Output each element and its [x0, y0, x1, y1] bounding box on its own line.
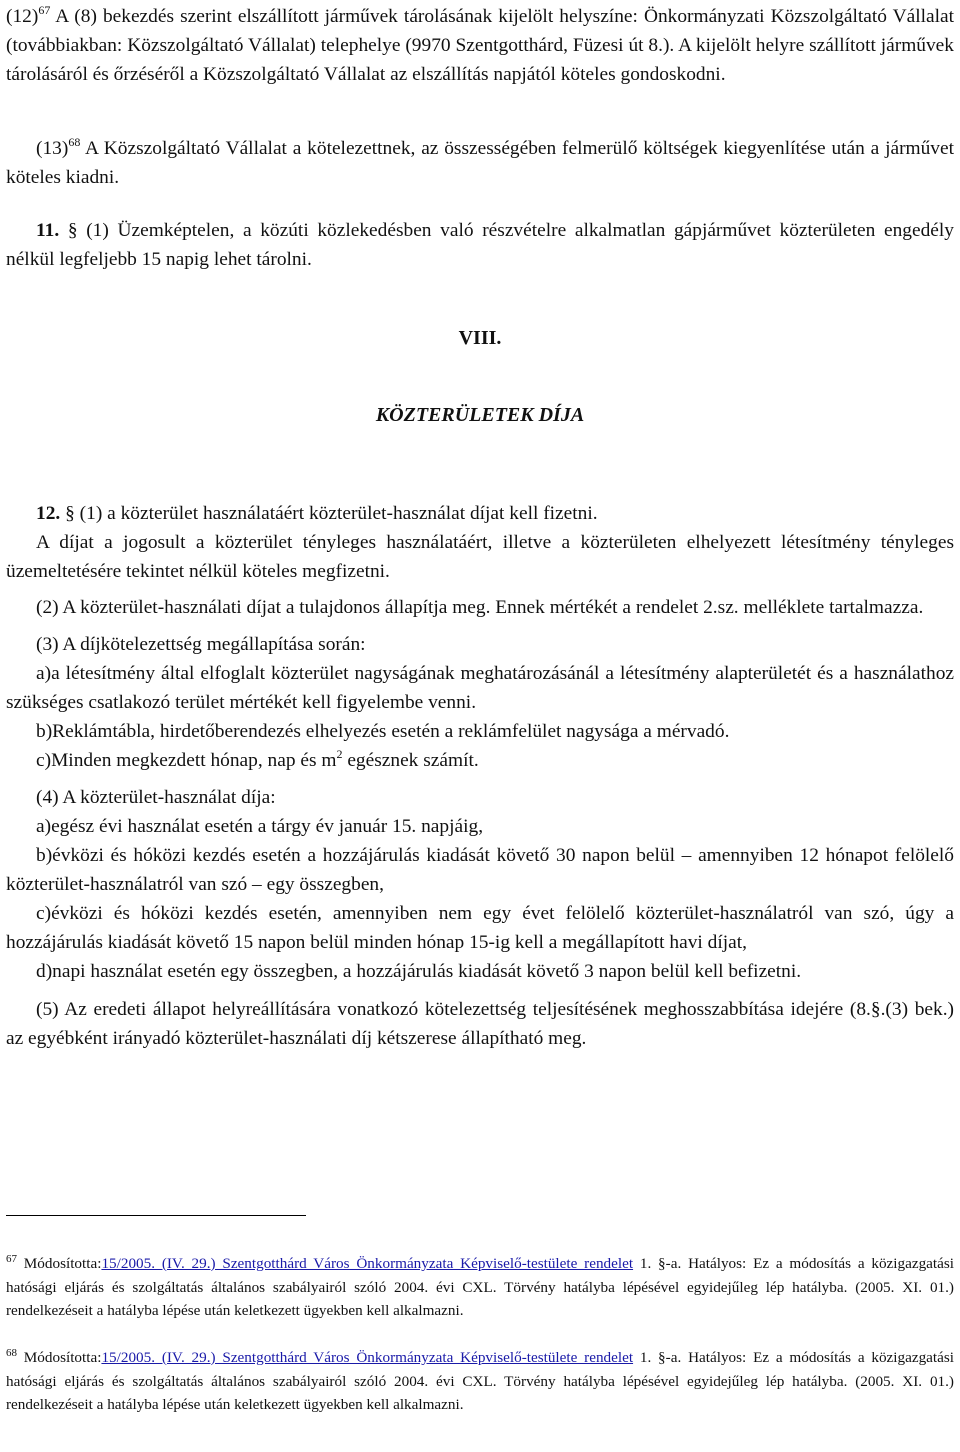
footnote-ref-68[interactable]: 68 — [68, 134, 81, 149]
footnote-prefix: Módosította: — [17, 1349, 102, 1366]
section-12-para-1 — [6, 499, 954, 528]
footnote-67 — [6, 1252, 954, 1323]
section-11 — [6, 216, 954, 274]
footnote-prefix: Módosította: — [17, 1255, 102, 1272]
paragraph-text: A (8) bekezdés szerint elszállított járművek tárolásának kijelölt helyszíne: Önkormányzati Közszolgáltató Vállalat (továbbiakban: Közszolgáltató Vállalat) telephelye (9970 Szentgotthárd, Füzesi út 8.). A kijelölt helyre szállított járművek tárolásáról és őrzéséről a Közszolgáltató Vállalat az elszállítás napjától köteles gondoskodni. — [6, 6, 954, 85]
footnote-suffix: 1. §-a. — [633, 1255, 682, 1272]
section-12-para-3-c — [6, 746, 954, 775]
section-12-para-1b: A díjat a jogosult a közterület tényleges használatáért, illetve a közterületen elhelyezett létesítmény tényleges üzemeltetésére tekintet nélkül köteles megfizetni. — [6, 532, 954, 582]
section-12-para-4-b: b)évközi és hóközi kezdés esetén a hozzájárulás kiadását követő 30 napon belül – amennyiben 12 hónapot felölelő közterület-használatról van szó – egy összegben, — [6, 845, 954, 895]
paragraph-12 — [6, 2, 954, 89]
section-number: 11. — [36, 220, 60, 241]
section-text: (1) Üzemképtelen, a közúti közlekedésben való részvételre alkalmatlan gápjárművet közterületen engedély nélkül legfeljebb 15 napig lehet tárolni. — [6, 220, 954, 270]
section-12-para-3-a: a)a létesítmény által elfoglalt közterület nagyságának meghatározásánál a létesítmény alapterületét és a használathoz szükséges csatlakozó terület mértékét kell figyelembe venni. — [6, 663, 954, 713]
section-12-para-4-c: c)évközi és hóközi kezdés esetén, amennyiben nem egy évet felölelő közterület-használatról van szó, úgy a hozzájárulás kiadását követő 15 napon belül minden hónap 15-ig kell a megállapított havi díjat, — [6, 903, 954, 953]
section-12-para-5: (5) Az eredeti állapot helyreállítására vonatkozó kötelezettség teljesítésének meghosszabbítása idejére (8.§.(3) bek.) az egyébként irányadó közterület-használati díj kétszerese állapítható meg. — [6, 999, 954, 1049]
footnote-number: 68 — [6, 1346, 17, 1359]
superscript: 2 — [336, 746, 343, 761]
section-number: 12. — [36, 503, 61, 524]
footnote-link[interactable]: 15/2005. (IV. 29.) Szentgotthárd Város Önkormányzata Képviselő-testülete rendelet — [101, 1349, 634, 1366]
footnote-note: Hatályos: Ez a módosítás a közigazgatási hatósági eljárás és szolgáltatás általános szabályairól szóló 2004. évi CXL. Törvény hatályba lépésével egyidejűleg lép hatályba. (2005. XI. 01.) rendelkezéseit a hatályba lépése után keletkezett ügyekben kell alkalmazni. — [6, 1255, 955, 1320]
footnote-suffix: 1. §-a. — [633, 1349, 682, 1366]
footnote-ref-67[interactable]: 67 — [38, 2, 51, 17]
paragraph-text: A Közszolgáltató Vállalat a kötelezettnek, az összességében felmerülő költségek kiegyenlítése után a járművet köteles kiadni. — [6, 138, 954, 188]
section-sign: § — [67, 220, 78, 241]
section-12-line-1: (1) a közterület használatáért közterület-használat díjat kell fizetni. — [74, 503, 598, 524]
section-12-para-4-head: (4) A közterület-használat díja: — [36, 787, 276, 808]
paragraph-number: (12) — [6, 6, 39, 27]
section-sign: § — [65, 503, 75, 524]
footnote-68 — [6, 1346, 954, 1417]
paragraph-number: (13) — [36, 138, 69, 159]
section-12 — [6, 499, 954, 1053]
text: c)Minden megkezdett hónap, nap és m — [36, 750, 337, 771]
footnote-note: Hatályos: Ez a módosítás a közigazgatási hatósági eljárás és szolgáltatás általános szabályairól szóló 2004. évi CXL. Törvény hatályba lépésével egyidejűleg lép hatályba. (2005. XI. 01.) rendelkezéseit a hatályba lépése után keletkezett ügyekben kell alkalmazni. — [6, 1349, 955, 1414]
section-12-para-4-d: d)napi használat esetén egy összegben, a hozzájárulás kiadását követő 3 napon belül kell befizetni. — [36, 961, 802, 982]
paragraph-13 — [6, 134, 954, 192]
chapter-title: KÖZTERÜLETEK DÍJA — [375, 404, 585, 426]
section-12-para-2: (2) A közterület-használati díjat a tulajdonos állapítja meg. Ennek mértékét a rendelet 2.sz. melléklete tartalmazza. — [36, 597, 924, 618]
footnote-number: 67 — [6, 1252, 17, 1265]
text: egésznek számít. — [342, 750, 479, 771]
chapter-number: VIII. — [458, 327, 502, 349]
section-12-para-3-b: b)Reklámtábla, hirdetőberendezés elhelyezés esetén a reklámfelület nagysága a mérvadó. — [36, 721, 730, 742]
footnote-separator — [6, 1215, 306, 1216]
section-12-para-4-a: a)egész évi használat esetén a tárgy év január 15. napjáig, — [36, 816, 484, 837]
footnote-link[interactable]: 15/2005. (IV. 29.) Szentgotthárd Város Önkormányzata Képviselő-testülete rendelet — [101, 1255, 634, 1272]
section-12-para-3-head: (3) A díjkötelezettség megállapítása során: — [36, 634, 366, 655]
